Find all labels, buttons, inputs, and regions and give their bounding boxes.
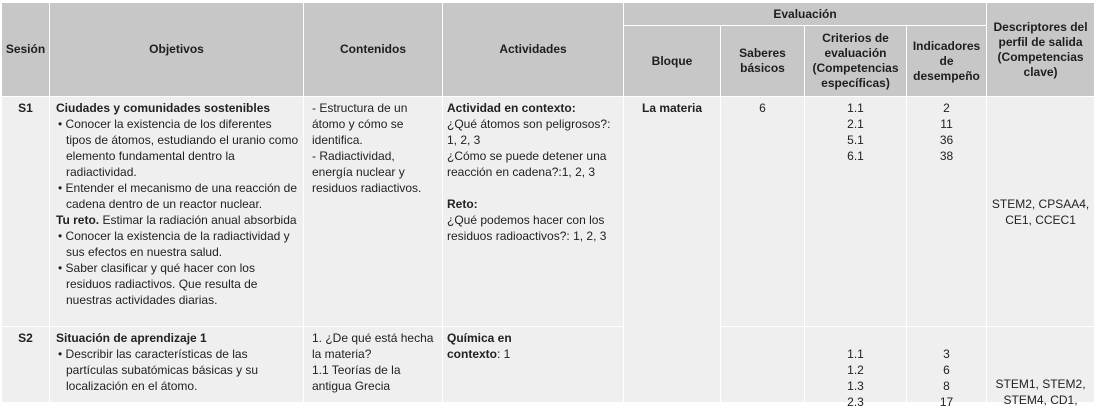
objective-bullet: • Saber clasificar y qué hacer con los residuos radiactivos. Que resulta de nuestras actividades diarias. [58, 261, 258, 307]
criterio-value: 6.1 [847, 149, 864, 163]
content-item: - Radiactividad, energía nuclear y residuos radiactivos. [312, 149, 422, 195]
indicadores-cell [907, 327, 987, 409]
objetivos-cell [50, 327, 304, 403]
objective-bullet: • Describir las características de las partículas subatómicas básicas y su localización en el átomo. [58, 347, 259, 393]
objective-reto [56, 212, 299, 228]
session-cell: S2 [2, 327, 50, 403]
contenidos-cell [304, 97, 443, 327]
activity-label: Actividad en contexto: [447, 101, 576, 115]
actividades-cell [443, 327, 624, 403]
criterio-value: 1.2 [847, 363, 864, 377]
indicador-value: 2 [943, 101, 950, 115]
header-bloque: Bloque [624, 26, 721, 97]
header-evaluacion: Evaluación [624, 3, 987, 26]
criterios-cell [805, 97, 907, 327]
indicador-value: 3 [943, 347, 950, 361]
criterio-value: 2.1 [847, 117, 864, 131]
indicador-value: 36 [939, 133, 954, 147]
reto-label: Tu reto. [56, 213, 100, 227]
indicador-value: 38 [939, 149, 954, 163]
header-descriptores: Descriptores del perfil de salida (Competencias clave) [987, 3, 1095, 97]
contenidos-cell [304, 327, 443, 403]
activity-label: Reto: [447, 197, 478, 211]
descriptores-cell [987, 327, 1095, 407]
criterio-value: 1.1 [847, 101, 864, 115]
descriptores-text: STEM1, STEM2, STEM4, CD1, [995, 377, 1086, 407]
objective-title: Ciudades y comunidades sostenibles [56, 101, 271, 115]
objective-title: Situación de aprendizaje 1 [56, 331, 207, 345]
activity-label: Química en contexto [447, 331, 512, 361]
indicador-value: 17 [939, 395, 954, 409]
table-row [2, 327, 1095, 403]
criterio-value: 5.1 [847, 133, 864, 147]
activity-text: : 1 [497, 347, 511, 361]
activity-question: ¿Qué átomos son peligrosos?: 1, 2, 3 [447, 117, 611, 147]
objective-bullet: • Entender el mecanismo de una reacción de cadena dentro de un reactor nuclear. [58, 181, 298, 211]
header-contenidos: Contenidos [304, 3, 443, 97]
header-actividades: Actividades [443, 3, 624, 97]
criterio-value: 2.3 [847, 395, 864, 409]
indicadores-cell [907, 97, 987, 327]
header-criterios: Criterios de evaluación (Competencias específicas) [805, 26, 907, 97]
indicador-value: 6 [943, 363, 950, 377]
curriculum-table [1, 2, 1095, 409]
header-sesion: Sesión [2, 3, 50, 97]
criterios-cell [805, 327, 907, 409]
header-indicadores: Indicadores de desempeño [907, 26, 987, 97]
saberes-cell [721, 327, 805, 403]
content-item: - Estructura de un átomo y cómo se identifica. [312, 101, 408, 147]
activity-question: ¿Cómo se puede detener una reacción en cadena?:1, 2, 3 [447, 149, 607, 179]
reto-text: Estimar la radiación anual absorbida [99, 213, 297, 227]
session-cell: S1 [2, 97, 50, 327]
indicador-value: 11 [940, 117, 953, 131]
objetivos-cell [50, 97, 304, 327]
criterio-value: 1.1 [847, 347, 864, 361]
activity-question: ¿Qué podemos hacer con los residuos radioactivos?: 1, 2, 3 [447, 213, 607, 243]
header-objetivos: Objetivos [50, 3, 304, 97]
criterio-value: 1.3 [847, 379, 864, 393]
content-item: 1. ¿De qué está hecha la materia? [312, 331, 434, 361]
objective-bullet: • Conocer la existencia de los diferentes tipos de átomos, estudiando el uranio como elemento fundamental dentro la radiactividad. [58, 117, 299, 179]
indicador-value: 8 [943, 379, 950, 393]
bloque-cell: La materia [624, 97, 721, 403]
table-row [2, 97, 1095, 327]
actividades-cell [443, 97, 624, 327]
objective-bullet: • Conocer la existencia de la radiactividad y sus efectos en nuestra salud. [58, 229, 290, 259]
header-saberes: Saberes básicos [721, 26, 805, 97]
descriptores-cell: STEM2, CPSAA4, CE1, CCEC1 [987, 97, 1095, 327]
saberes-cell: 6 [721, 97, 805, 327]
content-item: 1.1 Teorías de la antigua Grecia [312, 363, 401, 393]
